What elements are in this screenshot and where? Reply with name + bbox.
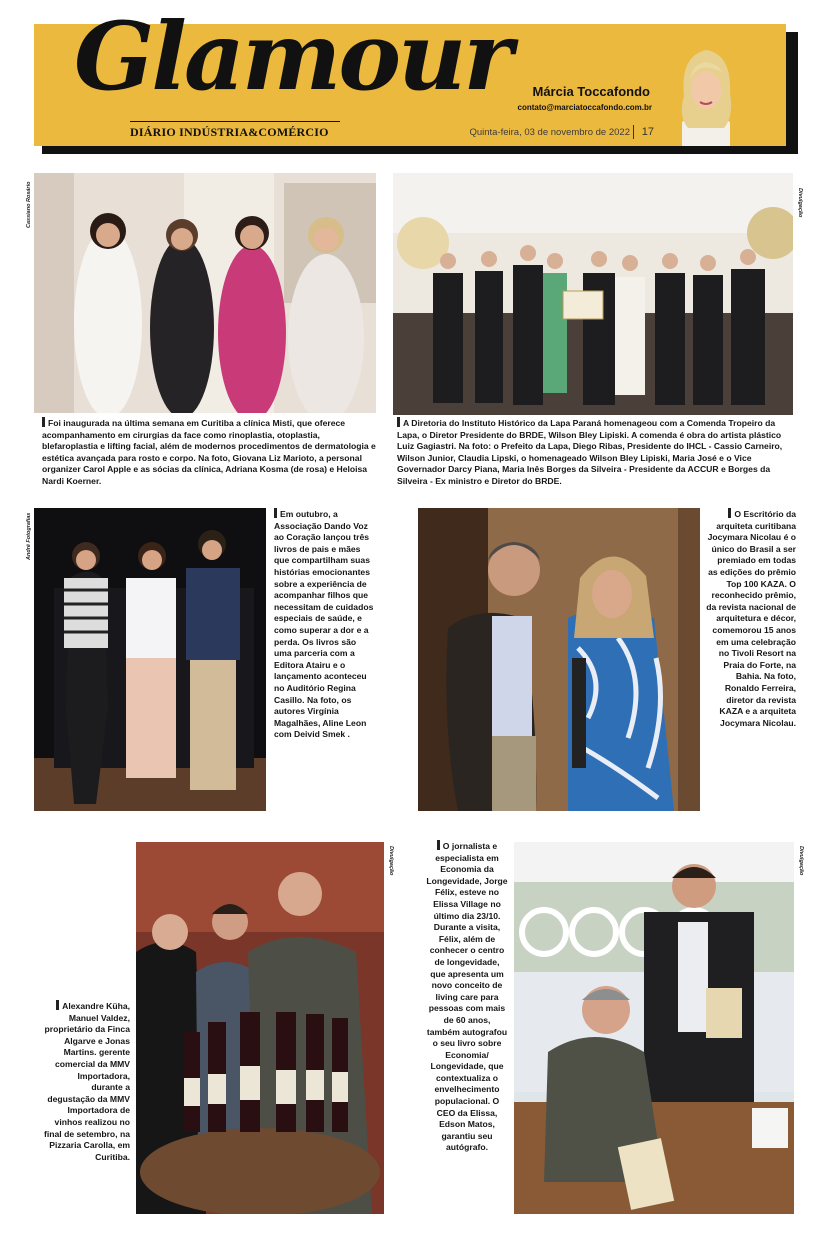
caption-clinica-misti: Foi inaugurada na última semana em Curitiba a clínica Misti, que oferece acompanhamento em cirurgias da face como rinoplastia, otoplastia, blefaroplastia e lifting facial, além de modernos procedimentos de dermatologia e estética avançada para rosto e corpo. Na foto, Giovana Liz Marioto, a personal organizer Carol Apple e as sócias da clínica, Adriana Kosma (de rosa) e Heloisa Nardi Koerner. [42,418,376,486]
caption-marker [42,417,45,427]
caption-marker [397,417,400,427]
tagline-rule [130,121,340,122]
photo-credit: Divulgação [388,846,394,876]
caption-marker [274,508,277,518]
photo-credit: Cassiano Rosário [26,181,32,228]
caption-mmv-importadora: Alexandre Küha, Manuel Valdez, proprietário da Finca Algarve e Jonas Martins. gerente comercial da MMV Importadora, durante a degustação da MMV Importadora de vinhos realizou no final de setembro, na Pizzaria Carolla, em Curitiba. [44,1001,130,1162]
photo-clinica-misti [34,173,376,413]
caption-marker [728,508,731,518]
columnist-portrait [668,36,742,146]
caption-dando-voz: Em outubro, a Associação Dando Voz ao Coração lançou três livros de pais e mães que compartilham suas histórias emocionantes sobre a experiência de acompanhar filhos que necessitam de cuidados especiais de saúde, e como superar a dor e a perda. Os livros são uma parceria com a Editora Atairu e o lançamento aconteceu no Auditório Regina Casillo. Na foto, os autores Virgínia Magalhães, Aline Leon com Deivid Smek . [274,509,374,740]
page-number: 17 [641,126,654,138]
caption-comenda-tropeiro: A Diretoria do Instituto Histórico da Lapa Paraná homenageou com a Comenda Tropeiro da Lapa, o Diretor Presidente do BRDE, Wilson Bley Lipiski. A comenda é obra do artista plástico Luiz Gagiastri. Na foto: o Prefeito da Lapa, Diego Ribas, Presidente do IHCL - Cassio Carneiro, Wilson Junior, Claudia Lipski, o homenageado Wilson Bley Lipiski, Maria José e o Vice Governador Darcy Piana, Maria Inês Borges da Silveira - Presidente da ACCUR e Borges da Silveira - Ex ministro e Diretor do BRDE. [397,418,783,486]
masthead [34,2,786,146]
caption-marker [56,1000,59,1010]
caption-marker [437,840,440,850]
photo-elissa-village [514,842,794,1214]
columnist-name: Márcia Toccafondo [532,84,650,99]
caption-elissa-village: O jornalista e especialista em Economia da Longevidade, Jorge Félix, esteve no Elissa Village no último dia 23/10. Durante a visita, Félix, além de conhecer o centro de longevidade, que apresenta um novo conceito de living care para pessoas com mais de 60 anos, também autografou o seu livro sobre Economia/ Longevidade, que contextualiza o envelhecimento populacional. O CEO da Elissa, Edson Matos, garantiu seu autógrafo. [426,841,508,1153]
photo-credit: Divulgação [798,846,804,876]
photo-mmv-importadora [136,842,384,1214]
photo-credit: Divulgação [797,188,803,218]
columnist-email[interactable]: contato@marciatoccafondo.com.br [517,103,652,112]
photo-top-100-kaza [418,508,700,811]
photo-comenda-tropeiro [393,173,793,415]
date-separator [633,125,634,139]
newspaper-name: DIÁRIO INDÚSTRIA&COMÉRCIO [130,125,329,139]
column-logo: Glamour [74,2,510,112]
photo-dando-voz [34,508,266,811]
photo-credit: André Fotografias [26,512,32,560]
issue-date: Quinta-feira, 03 de novembro de 2022 [469,127,630,138]
caption-top-100-kaza: O Escritório da arquiteta curitibana Jocymara Nicolau é o único do Brasil a ser premiado em todas as edições do prêmio Top 100 KAZA. O reconhecido prêmio, da revista nacional de arquitetura e décor, comemorou 15 anos em uma celebração no Tivoli Resort na Praia do Forte, na Bahia. Na foto, Ronaldo Ferreira, diretor da revista KAZA e a arquiteta Jocymara Nicolau. [706,509,796,728]
